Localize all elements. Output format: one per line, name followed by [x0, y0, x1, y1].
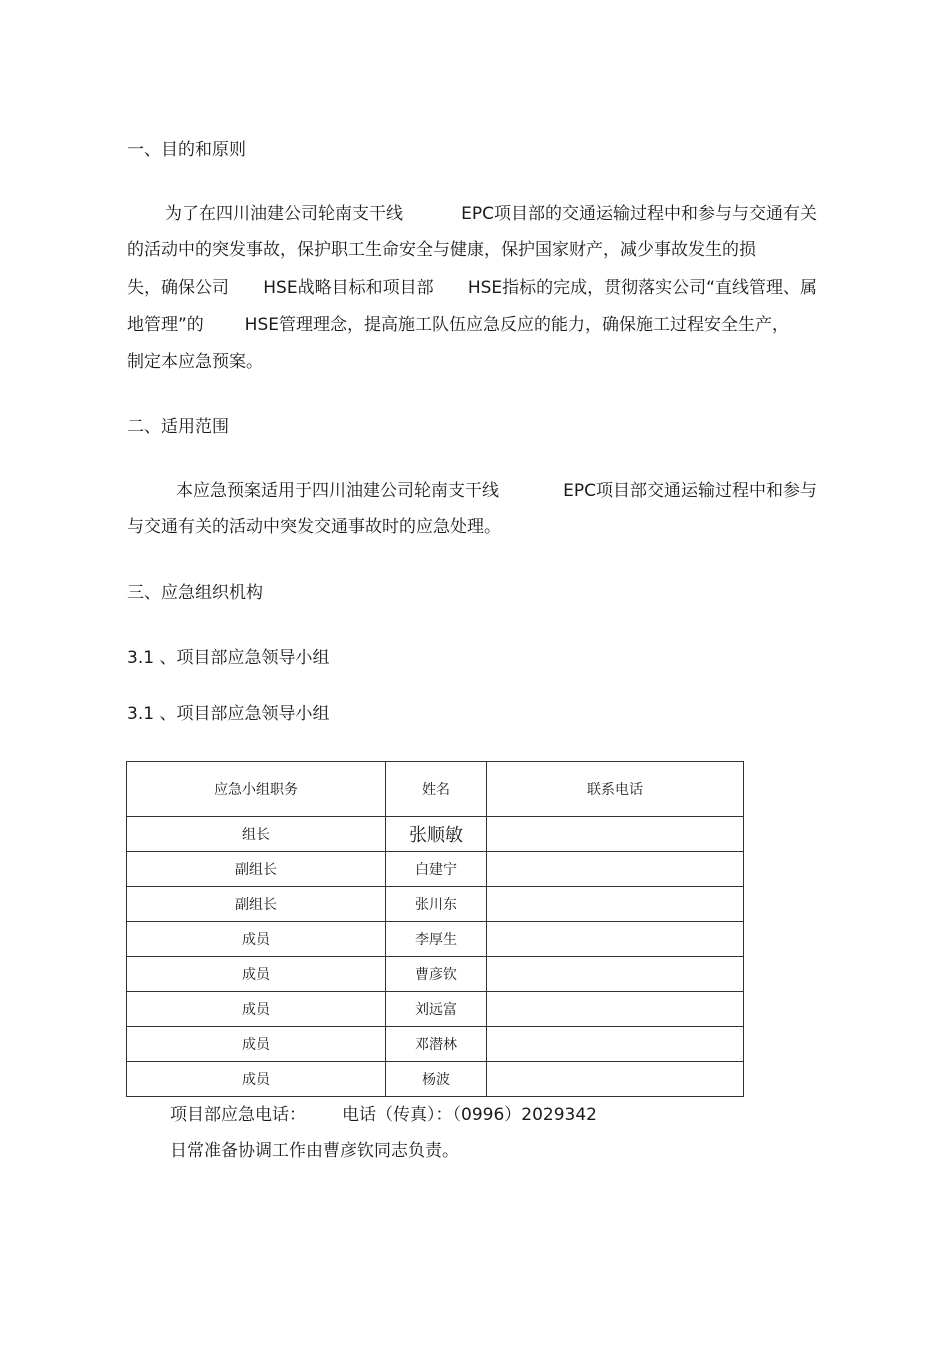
- cell-phone: [487, 887, 744, 922]
- cell-phone: [487, 1062, 744, 1097]
- para-purpose-line-5: 制定本应急预案。: [127, 352, 263, 372]
- cell-name: 刘远富: [386, 992, 487, 1027]
- heading-purpose: 一、目的和原则: [127, 140, 246, 160]
- para-purpose-line-4: [127, 315, 789, 335]
- text-segment: EPC项目部的交通运输过程中和参与与交通有关: [461, 204, 817, 224]
- cell-name: 邓潜林: [386, 1027, 487, 1062]
- text-segment: 为了在四川油建公司轮南支干线: [165, 204, 403, 224]
- cell-role: 成员: [127, 922, 386, 957]
- cell-role: 成员: [127, 1027, 386, 1062]
- para-purpose-line-1: [165, 204, 817, 224]
- para-purpose-line-2: [127, 240, 817, 260]
- cell-role: 成员: [127, 992, 386, 1027]
- text-segment: HSE指标的完成，贯彻落实公司“直线管理、属: [467, 278, 817, 298]
- text-segment: HSE战略目标和项目部: [263, 278, 434, 298]
- para-scope-line-1: [176, 481, 817, 501]
- cell-role: 成员: [127, 957, 386, 992]
- table-row: [127, 992, 744, 1027]
- subheading-leadership-group-repeat: 3.1 、项目部应急领导小组: [127, 704, 330, 724]
- column-header-name: 姓名: [386, 762, 487, 817]
- cell-phone: [487, 852, 744, 887]
- para-purpose-line-3: [127, 278, 817, 298]
- text-segment: EPC项目部交通运输过程中和参与: [563, 481, 817, 501]
- table-header-row: [127, 762, 744, 817]
- emergency-phone-label: 项目部应急电话：: [170, 1105, 306, 1125]
- table-row: [127, 957, 744, 992]
- cell-role: 组长: [127, 817, 386, 852]
- text-segment: 失，确保公司: [127, 278, 229, 298]
- cell-phone: [487, 992, 744, 1027]
- table-row: [127, 1027, 744, 1062]
- cell-name: 李厚生: [386, 922, 487, 957]
- text-segment: 本应急预案适用于四川油建公司轮南支干线: [176, 481, 499, 501]
- cell-name: 张顺敏: [386, 817, 487, 852]
- cell-name: 张川东: [386, 887, 487, 922]
- cell-phone: [487, 1027, 744, 1062]
- cell-role: 成员: [127, 1062, 386, 1097]
- text-segment: HSE管理理念，提高施工队伍应急反应的能力，确保施工过程安全生产，: [244, 315, 789, 335]
- cell-name: 曹彦钦: [386, 957, 487, 992]
- cell-name: 杨波: [386, 1062, 487, 1097]
- cell-role: 副组长: [127, 887, 386, 922]
- cell-name: 白建宁: [386, 852, 487, 887]
- text-segment: 地管理”的: [127, 315, 204, 335]
- table-row: [127, 817, 744, 852]
- cell-role: 副组长: [127, 852, 386, 887]
- text-segment: 的活动中的突发事故，保护职工生命安全与健康，保护国家财产，减少事故发生的损: [127, 240, 756, 260]
- subheading-leadership-group: 3.1 、项目部应急领导小组: [127, 648, 330, 668]
- heading-scope: 二、适用范围: [127, 417, 229, 437]
- column-header-phone: 联系电话: [487, 762, 744, 817]
- duty-note: 日常准备协调工作由曹彦钦同志负责。: [170, 1141, 459, 1161]
- table-row: [127, 852, 744, 887]
- column-header-role: 应急小组职务: [127, 762, 386, 817]
- heading-organization: 三、应急组织机构: [127, 583, 263, 603]
- para-scope-line-2: 与交通有关的活动中突发交通事故时的应急处理。: [127, 517, 501, 537]
- table-row: [127, 887, 744, 922]
- emergency-team-table: [126, 761, 744, 1097]
- cell-phone: [487, 817, 744, 852]
- table-row: [127, 1062, 744, 1097]
- cell-phone: [487, 957, 744, 992]
- cell-phone: [487, 922, 744, 957]
- emergency-phone-value: 电话（传真）：（0996）2029342: [342, 1105, 597, 1125]
- table-row: [127, 922, 744, 957]
